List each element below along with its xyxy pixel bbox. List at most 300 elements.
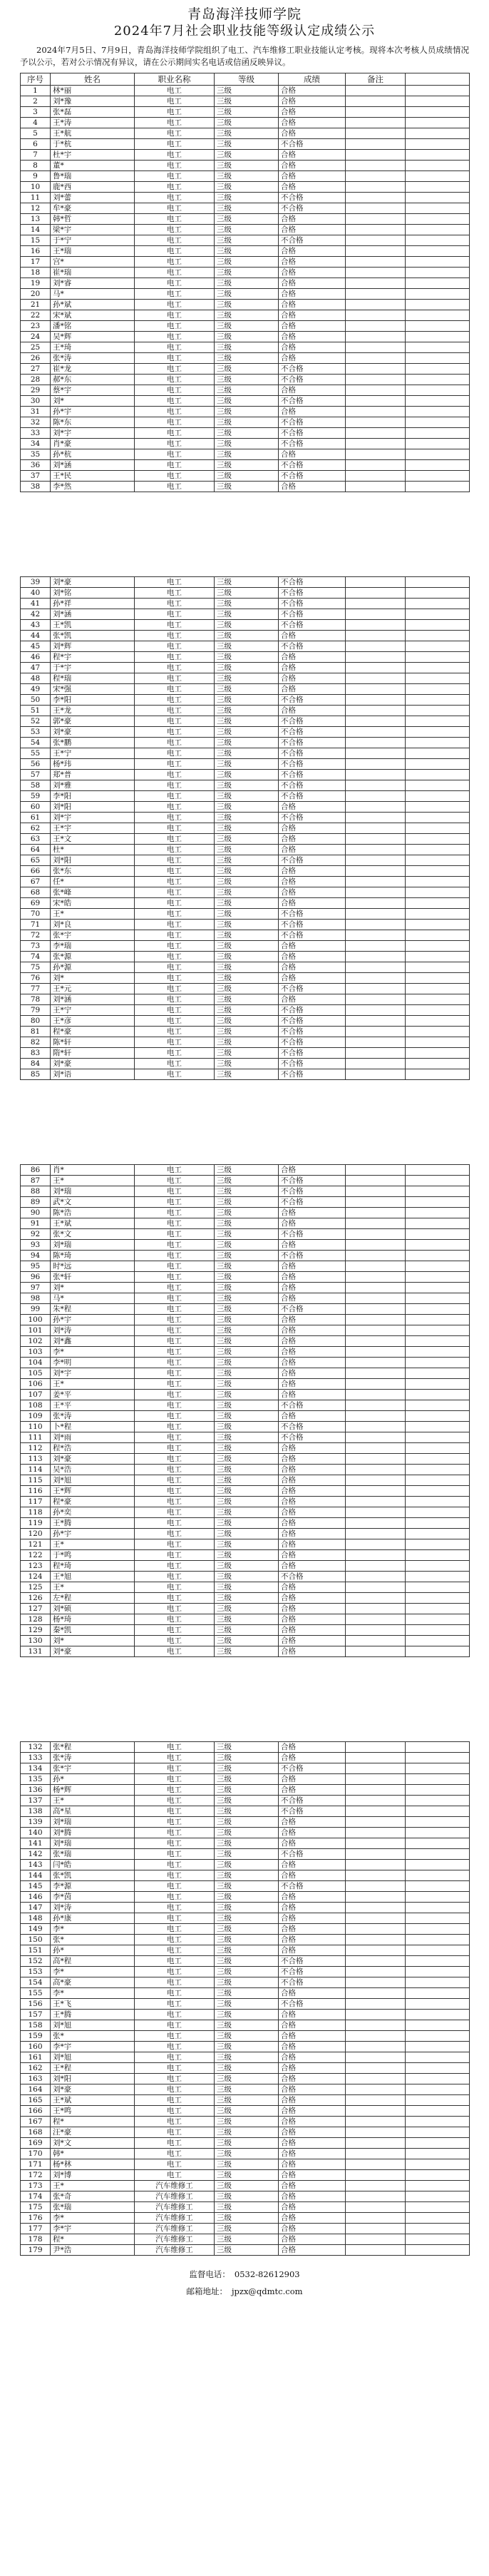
candidate-name-cell: 程*浩: [51, 1443, 135, 1454]
candidate-name-cell: 程*宇: [51, 652, 135, 663]
result-cell: 合格: [279, 2020, 346, 2031]
result-cell: 合格: [279, 1283, 346, 1293]
candidate-name-cell: 王*: [51, 1539, 135, 1550]
occupation-cell: 电工: [135, 1069, 215, 1080]
occupation-cell: 电工: [135, 1838, 215, 1849]
candidate-name-cell: 王*斌: [51, 1218, 135, 1229]
table-row: [21, 1218, 470, 1229]
candidate-name-cell: 鲁*瑞: [51, 171, 135, 182]
table-row: [21, 823, 470, 834]
occupation-cell: 电工: [135, 727, 215, 738]
result-cell: 合格: [279, 268, 346, 278]
skill-level-cell: 三级: [215, 1218, 279, 1229]
occupation-cell: 电工: [135, 1325, 215, 1336]
remark-cell: [346, 898, 406, 909]
table-row: [21, 588, 470, 599]
remark-cell: [346, 193, 406, 203]
candidate-name-cell: 宋*斌: [51, 310, 135, 321]
row-number-cell: 5: [21, 128, 51, 139]
result-cell: 不合格: [279, 791, 346, 802]
occupation-cell: 电工: [135, 1422, 215, 1432]
result-cell: 合格: [279, 2138, 346, 2149]
candidate-name-cell: 刘*涛: [51, 1903, 135, 1913]
row-number-cell: 4: [21, 118, 51, 128]
result-cell: 合格: [279, 289, 346, 300]
occupation-cell: 电工: [135, 1582, 215, 1593]
remark-cell: [346, 428, 406, 439]
occupation-cell: 电工: [135, 1988, 215, 1999]
skill-level-cell: 三级: [215, 1240, 279, 1251]
remark-cell: [346, 1347, 406, 1358]
candidate-name-cell: 王*宁: [51, 748, 135, 759]
result-cell: 合格: [279, 1272, 346, 1283]
result-cell: 合格: [279, 1539, 346, 1550]
table-row: [21, 1945, 470, 1956]
result-cell: 合格: [279, 845, 346, 855]
candidate-name-cell: 肖*豪: [51, 439, 135, 449]
blank-cell: [406, 86, 470, 96]
candidate-name-cell: 刘*旭: [51, 2020, 135, 2031]
table-row: [21, 1870, 470, 1881]
occupation-cell: 电工: [135, 2063, 215, 2074]
email-value[interactable]: jpzx@qdmtc.com: [231, 2286, 303, 2296]
row-number-cell: 86: [21, 1165, 51, 1176]
result-cell: 不合格: [279, 920, 346, 930]
blank-cell: [406, 1465, 470, 1475]
row-number-cell: 167: [21, 2117, 51, 2127]
candidate-name-cell: 王*元: [51, 984, 135, 994]
remark-cell: [346, 2052, 406, 2063]
skill-level-cell: 三级: [215, 1507, 279, 1518]
candidate-name-cell: 陈*琦: [51, 1251, 135, 1261]
blank-cell: [406, 2052, 470, 2063]
result-cell: 不合格: [279, 1763, 346, 1774]
candidate-name-cell: 宫*: [51, 257, 135, 268]
remark-cell: [346, 2117, 406, 2127]
skill-level-cell: 三级: [215, 684, 279, 695]
skill-level-cell: 三级: [215, 1539, 279, 1550]
skill-level-cell: 三级: [215, 1293, 279, 1304]
remark-cell: [346, 1625, 406, 1636]
remark-cell: [346, 482, 406, 492]
candidate-name-cell: 刘*瑞: [51, 1186, 135, 1197]
row-number-cell: 116: [21, 1486, 51, 1497]
table-row: [21, 1785, 470, 1796]
skill-level-cell: 三级: [215, 139, 279, 150]
occupation-cell: 电工: [135, 984, 215, 994]
occupation-cell: 电工: [135, 588, 215, 599]
skill-level-cell: 三级: [215, 1261, 279, 1272]
result-cell: 不合格: [279, 855, 346, 866]
candidate-name-cell: 王*宇: [51, 823, 135, 834]
column-header-candidate-name: 姓名: [51, 73, 135, 86]
remark-cell: [346, 588, 406, 599]
result-cell: 不合格: [279, 588, 346, 599]
row-number-cell: 63: [21, 834, 51, 845]
result-cell: 不合格: [279, 748, 346, 759]
blank-cell: [406, 1304, 470, 1315]
result-cell: 合格: [279, 342, 346, 353]
remark-cell: [346, 1518, 406, 1529]
occupation-cell: 电工: [135, 2020, 215, 2031]
remark-cell: [346, 161, 406, 171]
table-row: [21, 1454, 470, 1465]
blank-cell: [406, 1796, 470, 1806]
remark-cell: [346, 1465, 406, 1475]
row-number-cell: 119: [21, 1518, 51, 1529]
table-row: [21, 1774, 470, 1785]
remark-cell: [346, 2127, 406, 2138]
table-row: [21, 1283, 470, 1293]
occupation-cell: 电工: [135, 887, 215, 898]
remark-cell: [346, 353, 406, 364]
table-row: [21, 609, 470, 620]
blank-cell: [406, 289, 470, 300]
candidate-name-cell: 王*程: [51, 2063, 135, 2074]
occupation-cell: 电工: [135, 1561, 215, 1572]
blank-cell: [406, 1924, 470, 1935]
result-cell: 合格: [279, 449, 346, 460]
result-cell: 合格: [279, 1935, 346, 1945]
row-number-cell: 132: [21, 1742, 51, 1753]
skill-level-cell: 三级: [215, 2181, 279, 2191]
skill-level-cell: 三级: [215, 2010, 279, 2020]
skill-level-cell: 三级: [215, 1913, 279, 1924]
candidate-name-cell: 李*阳: [51, 695, 135, 706]
row-number-cell: 2: [21, 96, 51, 107]
occupation-cell: 电工: [135, 1176, 215, 1186]
table-row: [21, 225, 470, 235]
row-number-cell: 143: [21, 1860, 51, 1870]
row-number-cell: 160: [21, 2042, 51, 2052]
table-row: [21, 128, 470, 139]
remark-cell: [346, 375, 406, 385]
row-number-cell: 39: [21, 577, 51, 588]
skill-level-cell: 三级: [215, 1283, 279, 1293]
candidate-name-cell: 张*奇: [51, 2191, 135, 2202]
table-row: [21, 1497, 470, 1507]
skill-level-cell: 三级: [215, 994, 279, 1005]
table-row: [21, 203, 470, 214]
result-cell: 不合格: [279, 1432, 346, 1443]
blank-cell: [406, 2095, 470, 2106]
row-number-cell: 172: [21, 2170, 51, 2181]
remark-cell: [346, 1379, 406, 1390]
skill-level-cell: 三级: [215, 203, 279, 214]
row-number-cell: 101: [21, 1325, 51, 1336]
remark-cell: [346, 396, 406, 407]
blank-cell: [406, 1059, 470, 1069]
candidate-name-cell: 陈*东: [51, 417, 135, 428]
result-cell: 合格: [279, 1636, 346, 1646]
skill-level-cell: 三级: [215, 375, 279, 385]
skill-level-cell: 三级: [215, 834, 279, 845]
table-row: [21, 2127, 470, 2138]
remark-cell: [346, 1924, 406, 1935]
result-cell: 合格: [279, 300, 346, 310]
row-number-cell: 56: [21, 759, 51, 770]
row-number-cell: 98: [21, 1293, 51, 1304]
blank-cell: [406, 2149, 470, 2159]
skill-level-cell: 三级: [215, 2245, 279, 2256]
candidate-name-cell: 刘*瑞: [51, 1240, 135, 1251]
skill-level-cell: 三级: [215, 321, 279, 332]
result-cell: 合格: [279, 973, 346, 984]
result-cell: 不合格: [279, 1069, 346, 1080]
remark-cell: [346, 738, 406, 748]
remark-cell: [346, 2063, 406, 2074]
table-row: [21, 332, 470, 342]
remark-cell: [346, 1016, 406, 1027]
row-number-cell: 10: [21, 182, 51, 193]
table-row: [21, 2117, 470, 2127]
skill-level-cell: 三级: [215, 2224, 279, 2234]
blank-cell: [406, 1753, 470, 1763]
skill-level-cell: 三级: [215, 1945, 279, 1956]
row-number-cell: 123: [21, 1561, 51, 1572]
skill-level-cell: 三级: [215, 1742, 279, 1753]
occupation-cell: 电工: [135, 193, 215, 203]
candidate-name-cell: 张*宇: [51, 930, 135, 941]
remark-cell: [346, 1411, 406, 1422]
table-row: [21, 1999, 470, 2010]
result-cell: 不合格: [279, 1037, 346, 1048]
occupation-cell: 汽车维修工: [135, 2224, 215, 2234]
result-cell: 不合格: [279, 1881, 346, 1892]
result-cell: 不合格: [279, 577, 346, 588]
table-row: [21, 962, 470, 973]
skill-level-cell: 三级: [215, 1465, 279, 1475]
row-number-cell: 59: [21, 791, 51, 802]
skill-level-cell: 三级: [215, 1550, 279, 1561]
result-cell: 合格: [279, 1507, 346, 1518]
table-row: [21, 1572, 470, 1582]
result-cell: 不合格: [279, 609, 346, 620]
occupation-cell: 电工: [135, 1945, 215, 1956]
blank-cell: [406, 1497, 470, 1507]
candidate-name-cell: 刘*豪: [51, 577, 135, 588]
table-row: [21, 1272, 470, 1283]
candidate-name-cell: 刘*宇: [51, 813, 135, 823]
table-row: [21, 139, 470, 150]
table-row: [21, 1208, 470, 1218]
row-number-cell: 77: [21, 984, 51, 994]
blank-cell: [406, 1742, 470, 1753]
remark-cell: [346, 332, 406, 342]
candidate-name-cell: 宋*强: [51, 684, 135, 695]
table-row: [21, 321, 470, 332]
blank-cell: [406, 1379, 470, 1390]
blank-cell: [406, 428, 470, 439]
remark-cell: [346, 1881, 406, 1892]
remark-cell: [346, 962, 406, 973]
row-number-cell: 87: [21, 1176, 51, 1186]
row-number-cell: 43: [21, 620, 51, 631]
remark-cell: [346, 417, 406, 428]
occupation-cell: 电工: [135, 1593, 215, 1604]
blank-cell: [406, 2191, 470, 2202]
remark-cell: [346, 2074, 406, 2084]
candidate-name-cell: 刘*: [51, 973, 135, 984]
occupation-cell: 电工: [135, 599, 215, 609]
table-row: [21, 1005, 470, 1016]
candidate-name-cell: 刘*睿: [51, 278, 135, 289]
skill-level-cell: 三级: [215, 1924, 279, 1935]
result-cell: 不合格: [279, 1400, 346, 1411]
table-row: [21, 663, 470, 673]
result-cell: 不合格: [279, 1956, 346, 1967]
candidate-name-cell: 刘*语: [51, 1069, 135, 1080]
occupation-cell: 电工: [135, 375, 215, 385]
result-cell: 合格: [279, 652, 346, 663]
remark-cell: [346, 1218, 406, 1229]
remark-cell: [346, 1454, 406, 1465]
remark-cell: [346, 663, 406, 673]
table-row: [21, 973, 470, 984]
table-row: [21, 396, 470, 407]
candidate-name-cell: 刘*豪: [51, 1059, 135, 1069]
row-number-cell: 40: [21, 588, 51, 599]
row-number-cell: 122: [21, 1550, 51, 1561]
remark-cell: [346, 1475, 406, 1486]
skill-level-cell: 三级: [215, 1892, 279, 1903]
skill-level-cell: 三级: [215, 620, 279, 631]
skill-level-cell: 三级: [215, 1988, 279, 1999]
skill-level-cell: 三级: [215, 1956, 279, 1967]
table-row: [21, 439, 470, 449]
result-cell: 不合格: [279, 813, 346, 823]
row-number-cell: 149: [21, 1924, 51, 1935]
remark-cell: [346, 2031, 406, 2042]
row-number-cell: 124: [21, 1572, 51, 1582]
result-cell: 合格: [279, 1218, 346, 1229]
row-number-cell: 20: [21, 289, 51, 300]
row-number-cell: 58: [21, 780, 51, 791]
candidate-name-cell: 王*: [51, 2181, 135, 2191]
candidate-name-cell: 刘*铭: [51, 588, 135, 599]
occupation-cell: 汽车维修工: [135, 2245, 215, 2256]
table-row: [21, 1763, 470, 1774]
skill-level-cell: 三级: [215, 1529, 279, 1539]
row-number-cell: 65: [21, 855, 51, 866]
row-number-cell: 66: [21, 866, 51, 877]
occupation-cell: 电工: [135, 834, 215, 845]
table-row: [21, 1176, 470, 1186]
skill-level-cell: 三级: [215, 1390, 279, 1400]
candidate-name-cell: 李*: [51, 1347, 135, 1358]
row-number-cell: 14: [21, 225, 51, 235]
result-cell: 合格: [279, 994, 346, 1005]
result-cell: 合格: [279, 1988, 346, 1999]
blank-cell: [406, 930, 470, 941]
skill-level-cell: 三级: [215, 2202, 279, 2213]
row-number-cell: 19: [21, 278, 51, 289]
candidate-name-cell: 李*宇: [51, 2042, 135, 2052]
blank-cell: [406, 920, 470, 930]
skill-level-cell: 三级: [215, 2095, 279, 2106]
skill-level-cell: 三级: [215, 2191, 279, 2202]
row-number-cell: 141: [21, 1838, 51, 1849]
row-number-cell: 110: [21, 1422, 51, 1432]
table-row: [21, 364, 470, 375]
result-cell: 合格: [279, 2159, 346, 2170]
candidate-name-cell: 刘*旭: [51, 2052, 135, 2063]
row-number-cell: 15: [21, 235, 51, 246]
skill-level-cell: 三级: [215, 887, 279, 898]
remark-cell: [346, 1967, 406, 1977]
occupation-cell: 电工: [135, 898, 215, 909]
blank-cell: [406, 407, 470, 417]
result-cell: 合格: [279, 1774, 346, 1785]
remark-cell: [346, 748, 406, 759]
candidate-name-cell: 卜*程: [51, 1422, 135, 1432]
candidate-name-cell: 张*凯: [51, 1870, 135, 1881]
header: [20, 6, 469, 40]
skill-level-cell: 三级: [215, 577, 279, 588]
skill-level-cell: 三级: [215, 663, 279, 673]
candidate-name-cell: 于*鸣: [51, 1550, 135, 1561]
table-row: [21, 1636, 470, 1646]
row-number-cell: 25: [21, 342, 51, 353]
occupation-cell: 电工: [135, 855, 215, 866]
occupation-cell: 电工: [135, 1604, 215, 1614]
row-number-cell: 71: [21, 920, 51, 930]
occupation-cell: 电工: [135, 684, 215, 695]
table-row: [21, 289, 470, 300]
candidate-name-cell: 汪*豪: [51, 2127, 135, 2138]
table-row: [21, 2191, 470, 2202]
candidate-name-cell: 王*: [51, 1796, 135, 1806]
candidate-name-cell: 王*腾: [51, 2010, 135, 2020]
table-row: [21, 1315, 470, 1325]
candidate-name-cell: 张*宇: [51, 1763, 135, 1774]
candidate-name-cell: 于*宇: [51, 663, 135, 673]
skill-level-cell: 三级: [215, 1870, 279, 1881]
row-number-cell: 100: [21, 1315, 51, 1325]
occupation-cell: 电工: [135, 171, 215, 182]
candidate-name-cell: 刘*阳: [51, 855, 135, 866]
candidate-name-cell: 武*文: [51, 1197, 135, 1208]
candidate-name-cell: 王*涛: [51, 118, 135, 128]
blank-cell: [406, 1368, 470, 1379]
result-cell: 合格: [279, 802, 346, 813]
remark-cell: [346, 920, 406, 930]
candidate-name-cell: 孙*: [51, 1945, 135, 1956]
result-cell: 合格: [279, 1454, 346, 1465]
blank-cell: [406, 1005, 470, 1016]
candidate-name-cell: 刘*文: [51, 2138, 135, 2149]
remark-cell: [346, 941, 406, 952]
occupation-cell: 电工: [135, 449, 215, 460]
table-row: [21, 1016, 470, 1027]
blank-cell: [406, 1400, 470, 1411]
remark-cell: [346, 1870, 406, 1881]
remark-cell: [346, 631, 406, 641]
row-number-cell: 150: [21, 1935, 51, 1945]
column-header-occupation: 职业名称: [135, 73, 215, 86]
skill-level-cell: 三级: [215, 1069, 279, 1080]
result-cell: 合格: [279, 962, 346, 973]
blank-cell: [406, 877, 470, 887]
candidate-name-cell: 宋*皓: [51, 898, 135, 909]
candidate-name-cell: 孙*宇: [51, 1529, 135, 1539]
blank-cell: [406, 609, 470, 620]
table-row: [21, 1027, 470, 1037]
result-cell: 不合格: [279, 1005, 346, 1016]
blank-cell: [406, 161, 470, 171]
row-number-cell: 106: [21, 1379, 51, 1390]
remark-cell: [346, 96, 406, 107]
